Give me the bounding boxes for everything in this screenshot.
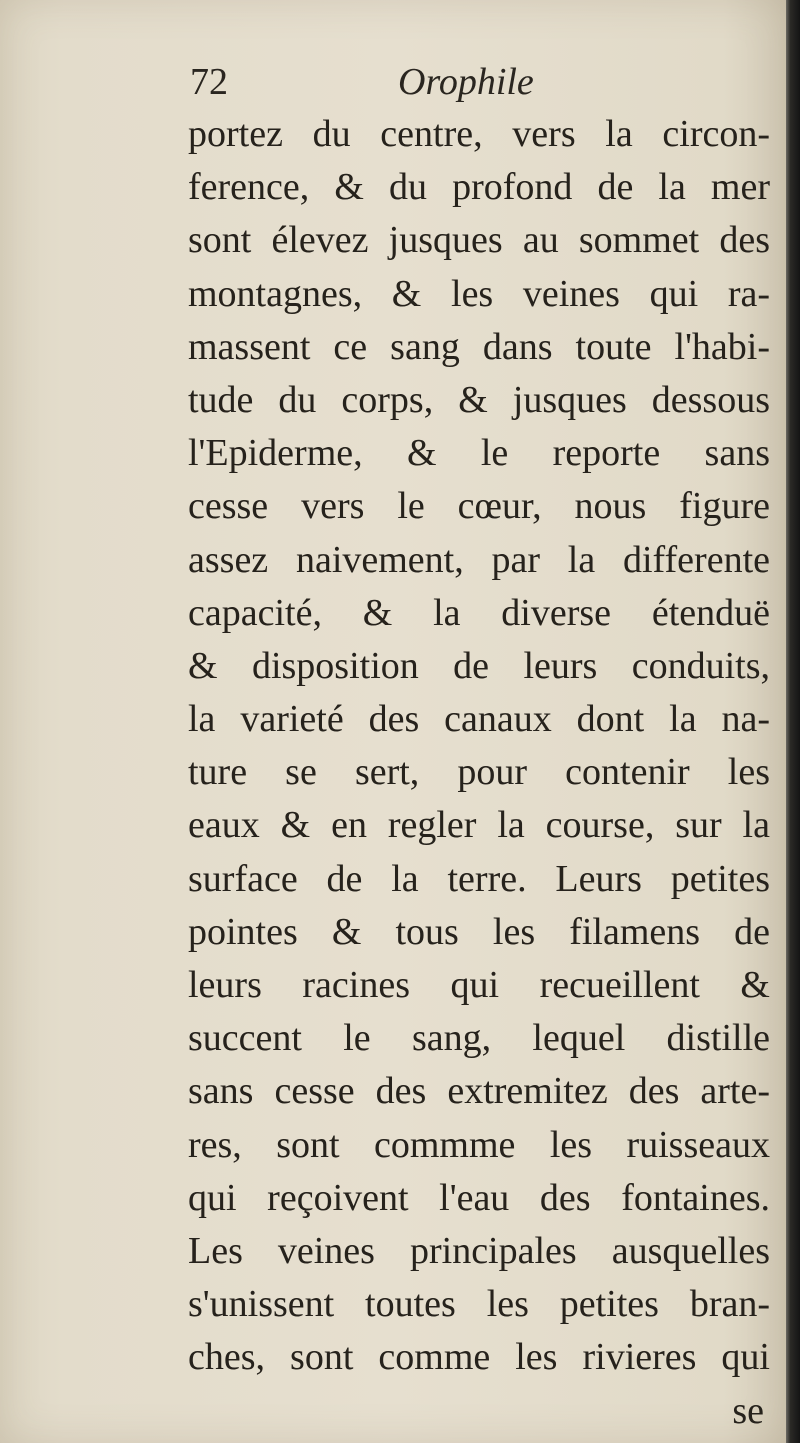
text-line: Les veines principales ausquelles — [188, 1229, 770, 1272]
text-line: ference, & du profond de la mer — [188, 166, 770, 209]
text-line: montagnes, & les veines qui ra- — [188, 272, 770, 315]
text-line: succent le sang, lequel distille — [188, 1017, 770, 1060]
text-line: massent ce sang dans toute l'habi- — [188, 325, 770, 368]
text-line: capacité, & la diverse étenduë — [188, 591, 770, 634]
page-number: 72 — [190, 61, 228, 103]
text-line: sans cesse des extremitez des arte- — [188, 1070, 770, 1113]
text-line: portez du centre, vers la circon- — [188, 113, 770, 155]
text-line: tude du corps, & jusques dessous — [188, 378, 770, 421]
text-line: s'unissent toutes les petites bran- — [188, 1283, 770, 1326]
text-line: pointes & tous les filamens de — [188, 910, 770, 953]
text-line: ches, sont comme les rivieres qui — [188, 1336, 770, 1379]
text-line: assez naivement, par la differente — [188, 538, 770, 581]
catchword: se — [732, 1389, 764, 1432]
body-text — [188, 108, 770, 1438]
running-title: Orophile — [398, 61, 534, 103]
text-line: & disposition de leurs conduits, — [188, 644, 770, 687]
text-line: l'Epiderme, & le reporte sans — [188, 432, 770, 475]
page-edge-shadow — [786, 0, 800, 1443]
text-line: la varieté des canaux dont la na- — [188, 698, 770, 741]
text-line: qui reçoivent l'eau des fontaines. — [188, 1176, 770, 1219]
text-line: leurs racines qui recueillent & — [188, 964, 770, 1006]
text-line: eaux & en regler la course, sur la — [188, 804, 770, 847]
text-line: cesse vers le cœur, nous figure — [188, 485, 770, 528]
text-line: ture se sert, pour contenir les — [188, 751, 770, 794]
text-line: surface de la terre. Leurs petites — [188, 857, 770, 900]
text-line: sont élevez jusques au sommet des — [188, 219, 770, 262]
text-line: res, sont commme les ruisseaux — [188, 1123, 770, 1166]
